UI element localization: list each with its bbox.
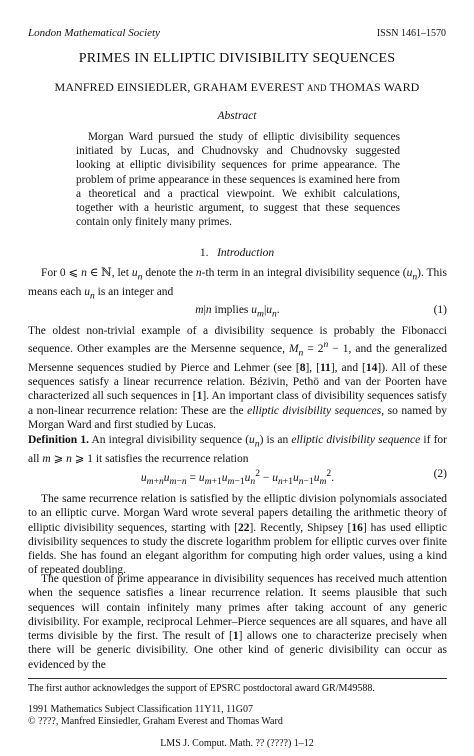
intro-paragraph-1: For 0 ⩽ n ∈ ℕ, let $u_n$ denote the n-th term in an integral divisibility sequence $(u_n)$. This means each $u_n$ is an integer and xyxy=(28,267,447,301)
intro-paragraph-2: The oldest non-trivial example of a divisibility sequence is probably the Fibonacci sequence. Other examples are the Mersenne sequence, $M_n = 2^n - 1$, and the generalized Mersenne sequences studied by Pierce and Lehmer (see [8], [11], and [14]). All of these sequences satisfy a linear recurrence relation. Bézivin, Pethö and van der Poorten have characterized all such sequences in [1]. An important class of divisibility sequences satisfy a non-linear recurrence relation: These are the elliptic divisibility sequences, so named by Morgan Ward and first studied by Lucas. xyxy=(28,325,448,431)
authors xyxy=(0,80,474,95)
equation-1-number: (1) xyxy=(433,304,447,316)
footnote-support: The first author acknowledges the support of EPSRC postdoctoral award GR/M49588. xyxy=(28,683,375,694)
journal-name: London Mathematical Society xyxy=(28,27,160,39)
page-footer: LMS J. Comput. Math. ?? (????) 1–12 xyxy=(160,738,314,749)
footnote-classification: 1991 Mathematics Subject Classification 11Y11, 11G07 xyxy=(28,704,253,715)
paper-title: PRIMES IN ELLIPTIC DIVISIBILITY SEQUENCES xyxy=(78,51,396,66)
equation-2 xyxy=(28,468,447,488)
abstract-text: Morgan Ward pursued the study of elliptic divisibility sequences initiated by Lucas, and Chudnovsky and Chudnovsky suggested looking at elliptic divisibility sequences for prime appearance. The problem of prime appearance in these sequences is examined here from a theoretical and a practical viewpoint. We exhibit calculations, together with a heuristic argument, to suggest that these sequences contain only finitely many primes. xyxy=(76,131,400,229)
footnote-copyright: © ????, Manfred Einsiedler, Graham Everest and Thomas Ward xyxy=(28,716,283,727)
equation-2-number: (2) xyxy=(433,468,447,480)
equation-1 xyxy=(28,304,447,320)
equation-1-expression: m|n implies $u_m|u_n$. xyxy=(195,304,280,320)
section-number: 1. xyxy=(199,247,209,259)
author-last: THOMAS WARD xyxy=(329,80,420,94)
intro-paragraph-3: The same recurrence relation is satisfied by the elliptic division polynomials associated to an elliptic curve. Morgan Ward wrote several papers detailing the arithmetic theory of elliptic divisibility sequences, starting with [22]. Recently, Shipsey [16] has used elliptic divisibility sequences to study the discrete logarithm problem for elliptic curves over finite fields. She has found an elegant algorithm for computing high order values, using a kind of repeated doubling. xyxy=(28,493,447,577)
section-title: Introduction xyxy=(217,247,275,259)
equation-2-expression: $u_{m+n}u_{m-n} = u_{m+1}u_{m-1}u_n^2 - u_{n+1}u_{n-1}u_m^2$. xyxy=(140,468,335,488)
definition-1: Definition 1. An integral divisibility sequence $(u_n)$ is an elliptic divisibility sequence if for all m ⩾ n ⩾ 1 it satisfies the recurrence relation xyxy=(28,434,447,465)
definition-label: Definition 1. xyxy=(28,434,89,446)
section-heading xyxy=(0,247,474,259)
issn: ISSN 1461–1570 xyxy=(376,28,446,39)
author-names: MANFRED EINSIEDLER, GRAHAM EVEREST xyxy=(54,80,304,94)
footnote-rule xyxy=(28,678,447,679)
abstract-heading: Abstract xyxy=(217,110,257,122)
intro-paragraph-4: The question of prime appearance in divisibility sequences has received much attention when the sequence satisfies a linear recurrence relation. It seems plausible that such sequences will contain infinitely many primes after taking account of any generic divisibility. For example, reciprocal Lehmer–Pierce sequences are all squares, and have all terms divisible by the first. The result of [1] allows one to characterize precisely when there will be generic divisibility. One other kind of generic divisibility can occur as evidenced by the xyxy=(28,573,447,671)
author-and: AND xyxy=(306,83,327,93)
